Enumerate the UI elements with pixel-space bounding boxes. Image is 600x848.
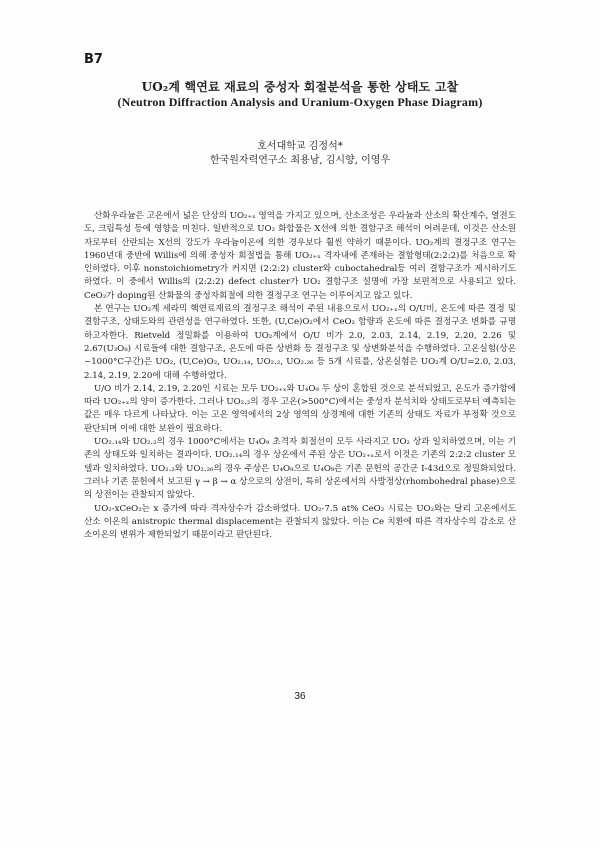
paragraph: U/O 비가 2.14, 2.19, 2.20인 시료는 모두 UO₂₊ₓ와 U₄O₉ 두 상이 혼합된 것으로 분석되었고, 온도가 증가함에 따라 UO₂₊ₓ의 양이 증가한다. 그러나 UO₂.₂의 경우 고온(>500°C)에서는 중성자 분석치와 상태도로부터 예측되는 값은 매우 다르게 나타났다. 이는 고온 영역에서의 2상 영역의 상경계에 대한 기존의 상태도 자료가 부정확 것으로 판단되며 이에 대한 보완이 필요하다.: [84, 383, 516, 434]
abstract-body: [84, 210, 516, 542]
page-number: 36: [294, 691, 306, 702]
abstract-code: B7: [84, 52, 103, 67]
paragraph: 산화우라늄은 고온에서 넓은 단상의 UO₂₊ₓ 영역을 가지고 있으며, 산소조성은 우라늄과 산소의 확산계수, 열전도도, 크립특성 등에 영향을 미친다. 일반적으로 UO₂ 화합물은 X선에 의한 결함구조 해석이 어려운데, 이것은 산소원자로부터 산란되는 X선의 강도가 우라늄이온에 의한 경우보다 훨씬 약하기 때문이다. UO₂계의 결정구조 연구는 1960년대 중반에 Willis에 의해 중성자 회절법을 통해 UO₂₊ₓ 격자내에 존재하는 결함형태(2:2:2)를 처음으로 확인하였다. 이후 nonstoichiometry가 커지면 (2:2:2) cluster와 cuboctahedral등 여러 결함구조가 제시하기도 하였다. 이 중에서 Willis의 (2:2:2) defect cluster가 UO₂ 결함구조 설명에 가장 보편적으로 사용되고 있다. CeO₂가 doping된 산화물의 중성자회절에 의한 결정구조 연구는 이루어지고 않고 있다.: [84, 211, 516, 301]
title-english: (Neutron Diffraction Analysis and Uranium-Oxygen Phase Diagram): [117, 95, 483, 109]
title-korean: UO₂계 핵연료 재료의 중성자 회절분석을 통한 상태도 고찰: [141, 80, 459, 94]
author-affiliation-1: 호서대학교 김정석*: [257, 141, 343, 152]
paragraph: UO₂.₁₄와 UO₂.₂의 경우 1000°C에서는 U₄O₉ 초격자 회절선이 모두 사라지고 UO₂ 상과 일치하였으며, 이는 기존의 상태도와 일치하는 결과이다. UO₂.₁₄의 경우 상온에서 주된 상은 UO₂₊ₓ로서 이것은 기존의 2:2:2 cluster 모델과 일치하였다. UO₂.₂와 UO₂.₂₆의 경우 주상은 U₄O₉으로 U₄O₉은 기존 문헌의 공간군 I-43d으로 정밀화되었다. 그러나 기존 문헌에서 보고된 γ → β → α 상으로의 상전이, 특히 상온에서의 사방정상(rhombohedral phase)으로의 상전이는 관찰되지 않았다.: [84, 437, 516, 501]
author-affiliation-2: 한국원자력연구소 최용남, 김시향, 이영우: [209, 155, 391, 166]
paragraph: 본 연구는 UO₂계 세라믹 핵연료재료의 결정구조 해석이 주된 내용으로서 UO₂₊ₓ의 O/U비, 온도에 따른 결정 및 결함구조, 상태도와의 관련성을 연구하였다. 또한, (U,Ce)O₂에서 CeO₂ 함량과 온도에 따른 결정구조 변화를 규명하고자한다. Rietveld 정밀화를 이용하여 UO₂계에서 O/U 비가 2.0, 2.03, 2.14, 2.19, 2.20, 2.26 및 2.67(U₃O₈) 시료들에 대한 결함구조, 온도에 따른 상변화 등 결정구조 및 상변화분석을 수행하였다. 고온실험(상온~1000°C구간)은 UO₂, (U,Ce)O₂, UO₂.₁₄, UO₂.₂, UO₂.₂₆ 등 5개 시료를, 상온실험은 UO₂계 O/U=2.0, 2.03, 2.14, 2.19, 2.20에 대해 수행하였다.: [84, 304, 516, 381]
paragraph: UO₂-xCeO₂는 x 증가에 따라 격자상수가 감소하였다. UO₂-7.5 at% CeO₂ 시료는 UO₂와는 달리 고온에서도 산소 이온의 anistropic thermal displacement는 관찰되지 않았다. 이는 Ce 치환에 따른 격자상수의 감소로 산소이온의 변위가 제한되었기 때문이라고 판단된다.: [84, 503, 516, 541]
